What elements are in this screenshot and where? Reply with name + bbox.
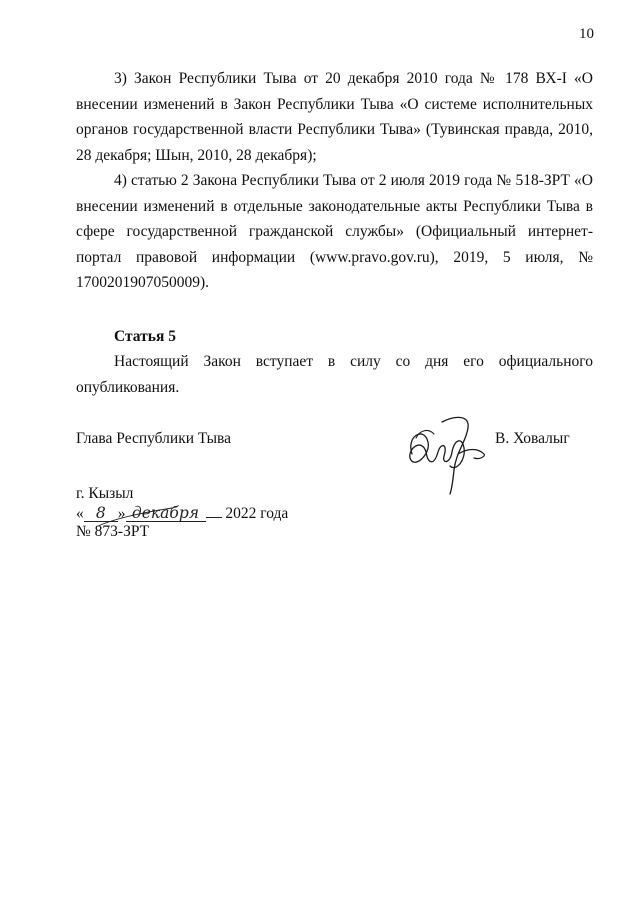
- date-year: 2022 года: [225, 505, 289, 522]
- handwritten-signature: [398, 408, 490, 496]
- city: г. Кызыл: [76, 485, 134, 502]
- date-close-quote: »: [117, 505, 126, 522]
- date-month: декабря: [126, 505, 206, 522]
- article-text: Настоящий Закон вступает в силу со дня его официального опубликования.: [76, 353, 593, 396]
- date-underline: [206, 503, 222, 518]
- date-open-quote: «: [76, 505, 84, 522]
- law-number: № 873-ЗРТ: [76, 523, 150, 540]
- article-heading: Статья 5: [114, 327, 176, 345]
- pen-stroke-decoration: [96, 506, 174, 528]
- list-item-3: 3) Закон Республики Тыва от 20 декабря 2010 года № 178 ВХ-I «О внесении изменений в Закон Республики Тыва «О системе исполнительных органов государственной власти Республики Тыва» (Тувинская правда, 2010, 28 декабря; Шын, 2010, 28 декабря);: [76, 70, 593, 164]
- date-day: 8: [84, 505, 118, 522]
- page-number: 10: [579, 26, 594, 42]
- signatory-title: Глава Республики Тыва: [76, 430, 232, 447]
- document-body: [76, 66, 593, 400]
- list-item-4: 4) статью 2 Закона Республики Тыва от 2 июля 2019 года № 518-ЗРТ «О внесении изменений в отдельные законодательные акты Республики Тыва в сфере государственной гражданской службы» (Официальный интернет-портал правовой информации (www.pravo.gov.ru), 2019, 5 июля, № 1700201907050009).: [76, 172, 593, 291]
- signatory-name: В. Ховалыг: [495, 430, 570, 447]
